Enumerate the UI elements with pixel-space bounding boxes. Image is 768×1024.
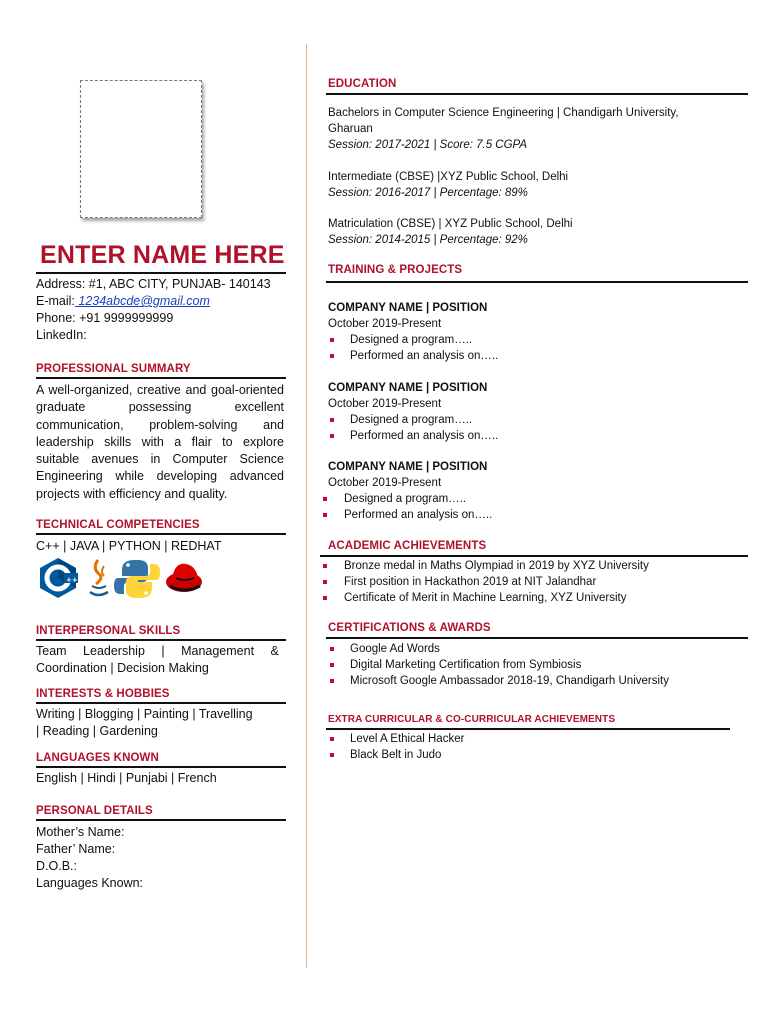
bullet-icon bbox=[323, 580, 327, 584]
summary-rule bbox=[36, 377, 286, 379]
edu-3-session: Session: 2014-2015 | Percentage: 92% bbox=[328, 234, 528, 246]
bullet-icon bbox=[323, 596, 327, 600]
bullet-icon bbox=[330, 647, 334, 651]
email-line bbox=[36, 293, 210, 310]
training-3-date: October 2019-Present bbox=[328, 477, 442, 489]
bullet-icon bbox=[330, 663, 334, 667]
linkedin: LinkedIn: bbox=[36, 328, 87, 342]
bullet-icon bbox=[330, 679, 334, 683]
summary-heading: PROFESSIONAL SUMMARY bbox=[36, 363, 191, 375]
summary-text: A well-organized, creative and goal-oriented graduate possessing excellent communication, problem-solving and leadership skills with a flair to explore suitable avenues in Computer Science Engineering while developing advanced projects with efficiency and quality. bbox=[36, 383, 284, 501]
interests-line-1: Writing | Blogging | Painting | Travelling bbox=[36, 707, 253, 721]
extra-item-2: Black Belt in Judo bbox=[350, 749, 442, 761]
academic-item-2: First position in Hackathon 2019 at NIT Jalandhar bbox=[344, 576, 597, 588]
training-1-bullet-1: Designed a program….. bbox=[350, 334, 473, 346]
bullet-icon bbox=[330, 737, 334, 741]
candidate-name: ENTER NAME HERE bbox=[40, 241, 285, 269]
interpersonal-rule bbox=[36, 639, 286, 641]
cert-item-2: Digital Marketing Certification from Symbiosis bbox=[350, 659, 582, 671]
interpersonal-heading: INTERPERSONAL SKILLS bbox=[36, 625, 181, 637]
education-rule bbox=[326, 93, 748, 95]
profile-photo-placeholder[interactable] bbox=[80, 80, 202, 218]
personal-dob: D.O.B.: bbox=[36, 859, 77, 873]
certifications-heading: CERTIFICATIONS & AWARDS bbox=[328, 622, 491, 634]
bullet-icon bbox=[330, 418, 334, 422]
extra-rule bbox=[326, 728, 730, 730]
bullet-icon bbox=[330, 338, 334, 342]
interpersonal-line-2: Coordination | Decision Making bbox=[36, 661, 209, 675]
email-label: E-mail: bbox=[36, 294, 75, 308]
languages-rule bbox=[36, 766, 286, 768]
svg-text:++: ++ bbox=[66, 576, 78, 584]
address: Address: #1, ABC CITY, PUNJAB- 140143 bbox=[36, 277, 271, 291]
personal-rule bbox=[36, 819, 286, 821]
edu-3-degree: Matriculation (CBSE) | XYZ Public School, Delhi bbox=[328, 218, 573, 230]
personal-father: Father’ Name: bbox=[36, 842, 116, 856]
training-1-bullet-2: Performed an analysis on….. bbox=[350, 350, 499, 362]
extra-heading: EXTRA CURRICULAR & CO-CURRICULAR ACHIEVEMENTS bbox=[328, 714, 616, 725]
education-heading: EDUCATION bbox=[328, 78, 397, 90]
email-link[interactable]: 1234abcde@gmail.com bbox=[74, 294, 210, 308]
redhat-logo-icon bbox=[166, 564, 202, 592]
extra-item-1: Level A Ethical Hacker bbox=[350, 733, 465, 745]
cpp-logo-icon bbox=[40, 558, 78, 598]
tech-logos bbox=[38, 556, 204, 600]
java-logo-icon bbox=[90, 560, 108, 595]
bullet-icon bbox=[330, 753, 334, 757]
edu-1-degree: Bachelors in Computer Science Engineering | Chandigarh University, bbox=[328, 107, 679, 119]
academic-item-1: Bronze medal in Maths Olympiad in 2019 by XYZ University bbox=[344, 560, 649, 572]
personal-languages: Languages Known: bbox=[36, 876, 144, 890]
technical-skills: C++ | JAVA | PYTHON | REDHAT bbox=[36, 539, 222, 553]
bullet-icon bbox=[323, 564, 327, 568]
training-3-bullet-2: Performed an analysis on….. bbox=[344, 509, 493, 521]
training-2-bullet-1: Designed a program….. bbox=[350, 414, 473, 426]
personal-heading: PERSONAL DETAILS bbox=[36, 805, 153, 817]
training-rule bbox=[326, 281, 748, 283]
academic-rule bbox=[320, 555, 748, 557]
certifications-rule bbox=[326, 637, 748, 639]
academic-item-3: Certificate of Merit in Machine Learning, XYZ University bbox=[344, 592, 627, 604]
edu-2-degree: Intermediate (CBSE) |XYZ Public School, Delhi bbox=[328, 171, 569, 183]
bullet-icon bbox=[323, 497, 327, 501]
phone: Phone: +91 9999999999 bbox=[36, 311, 174, 325]
column-divider bbox=[306, 44, 307, 968]
training-heading: TRAINING & PROJECTS bbox=[328, 264, 463, 276]
interests-heading: INTERESTS & HOBBIES bbox=[36, 688, 170, 700]
technical-heading: TECHNICAL COMPETENCIES bbox=[36, 519, 200, 531]
academic-heading: ACADEMIC ACHIEVEMENTS bbox=[328, 540, 487, 552]
personal-mother: Mother’s Name: bbox=[36, 825, 125, 839]
training-2-date: October 2019-Present bbox=[328, 398, 442, 410]
interests-rule bbox=[36, 702, 286, 704]
bullet-icon bbox=[330, 434, 334, 438]
interpersonal-line-1: Team Leadership | Management & bbox=[36, 644, 279, 658]
bullet-icon bbox=[330, 354, 334, 358]
training-3-title: COMPANY NAME | POSITION bbox=[328, 461, 488, 473]
training-3-bullet-1: Designed a program….. bbox=[344, 493, 467, 505]
languages-heading: LANGUAGES KNOWN bbox=[36, 752, 159, 764]
name-rule bbox=[36, 272, 286, 274]
bullet-icon bbox=[323, 513, 327, 517]
edu-1-session: Session: 2017-2021 | Score: 7.5 CGPA bbox=[328, 139, 528, 151]
technical-rule bbox=[36, 533, 286, 535]
cert-item-3: Microsoft Google Ambassador 2018-19, Chandigarh University bbox=[350, 675, 669, 687]
cert-item-1: Google Ad Words bbox=[350, 643, 440, 655]
training-2-title: COMPANY NAME | POSITION bbox=[328, 382, 488, 394]
edu-2-session: Session: 2016-2017 | Percentage: 89% bbox=[328, 187, 528, 199]
python-logo-icon bbox=[114, 560, 160, 598]
edu-1-institution: Gharuan bbox=[328, 123, 373, 135]
languages-text: English | Hindi | Punjabi | French bbox=[36, 771, 217, 785]
training-1-title: COMPANY NAME | POSITION bbox=[328, 302, 488, 314]
training-2-bullet-2: Performed an analysis on….. bbox=[350, 430, 499, 442]
training-1-date: October 2019-Present bbox=[328, 318, 442, 330]
interests-line-2: | Reading | Gardening bbox=[36, 724, 158, 738]
